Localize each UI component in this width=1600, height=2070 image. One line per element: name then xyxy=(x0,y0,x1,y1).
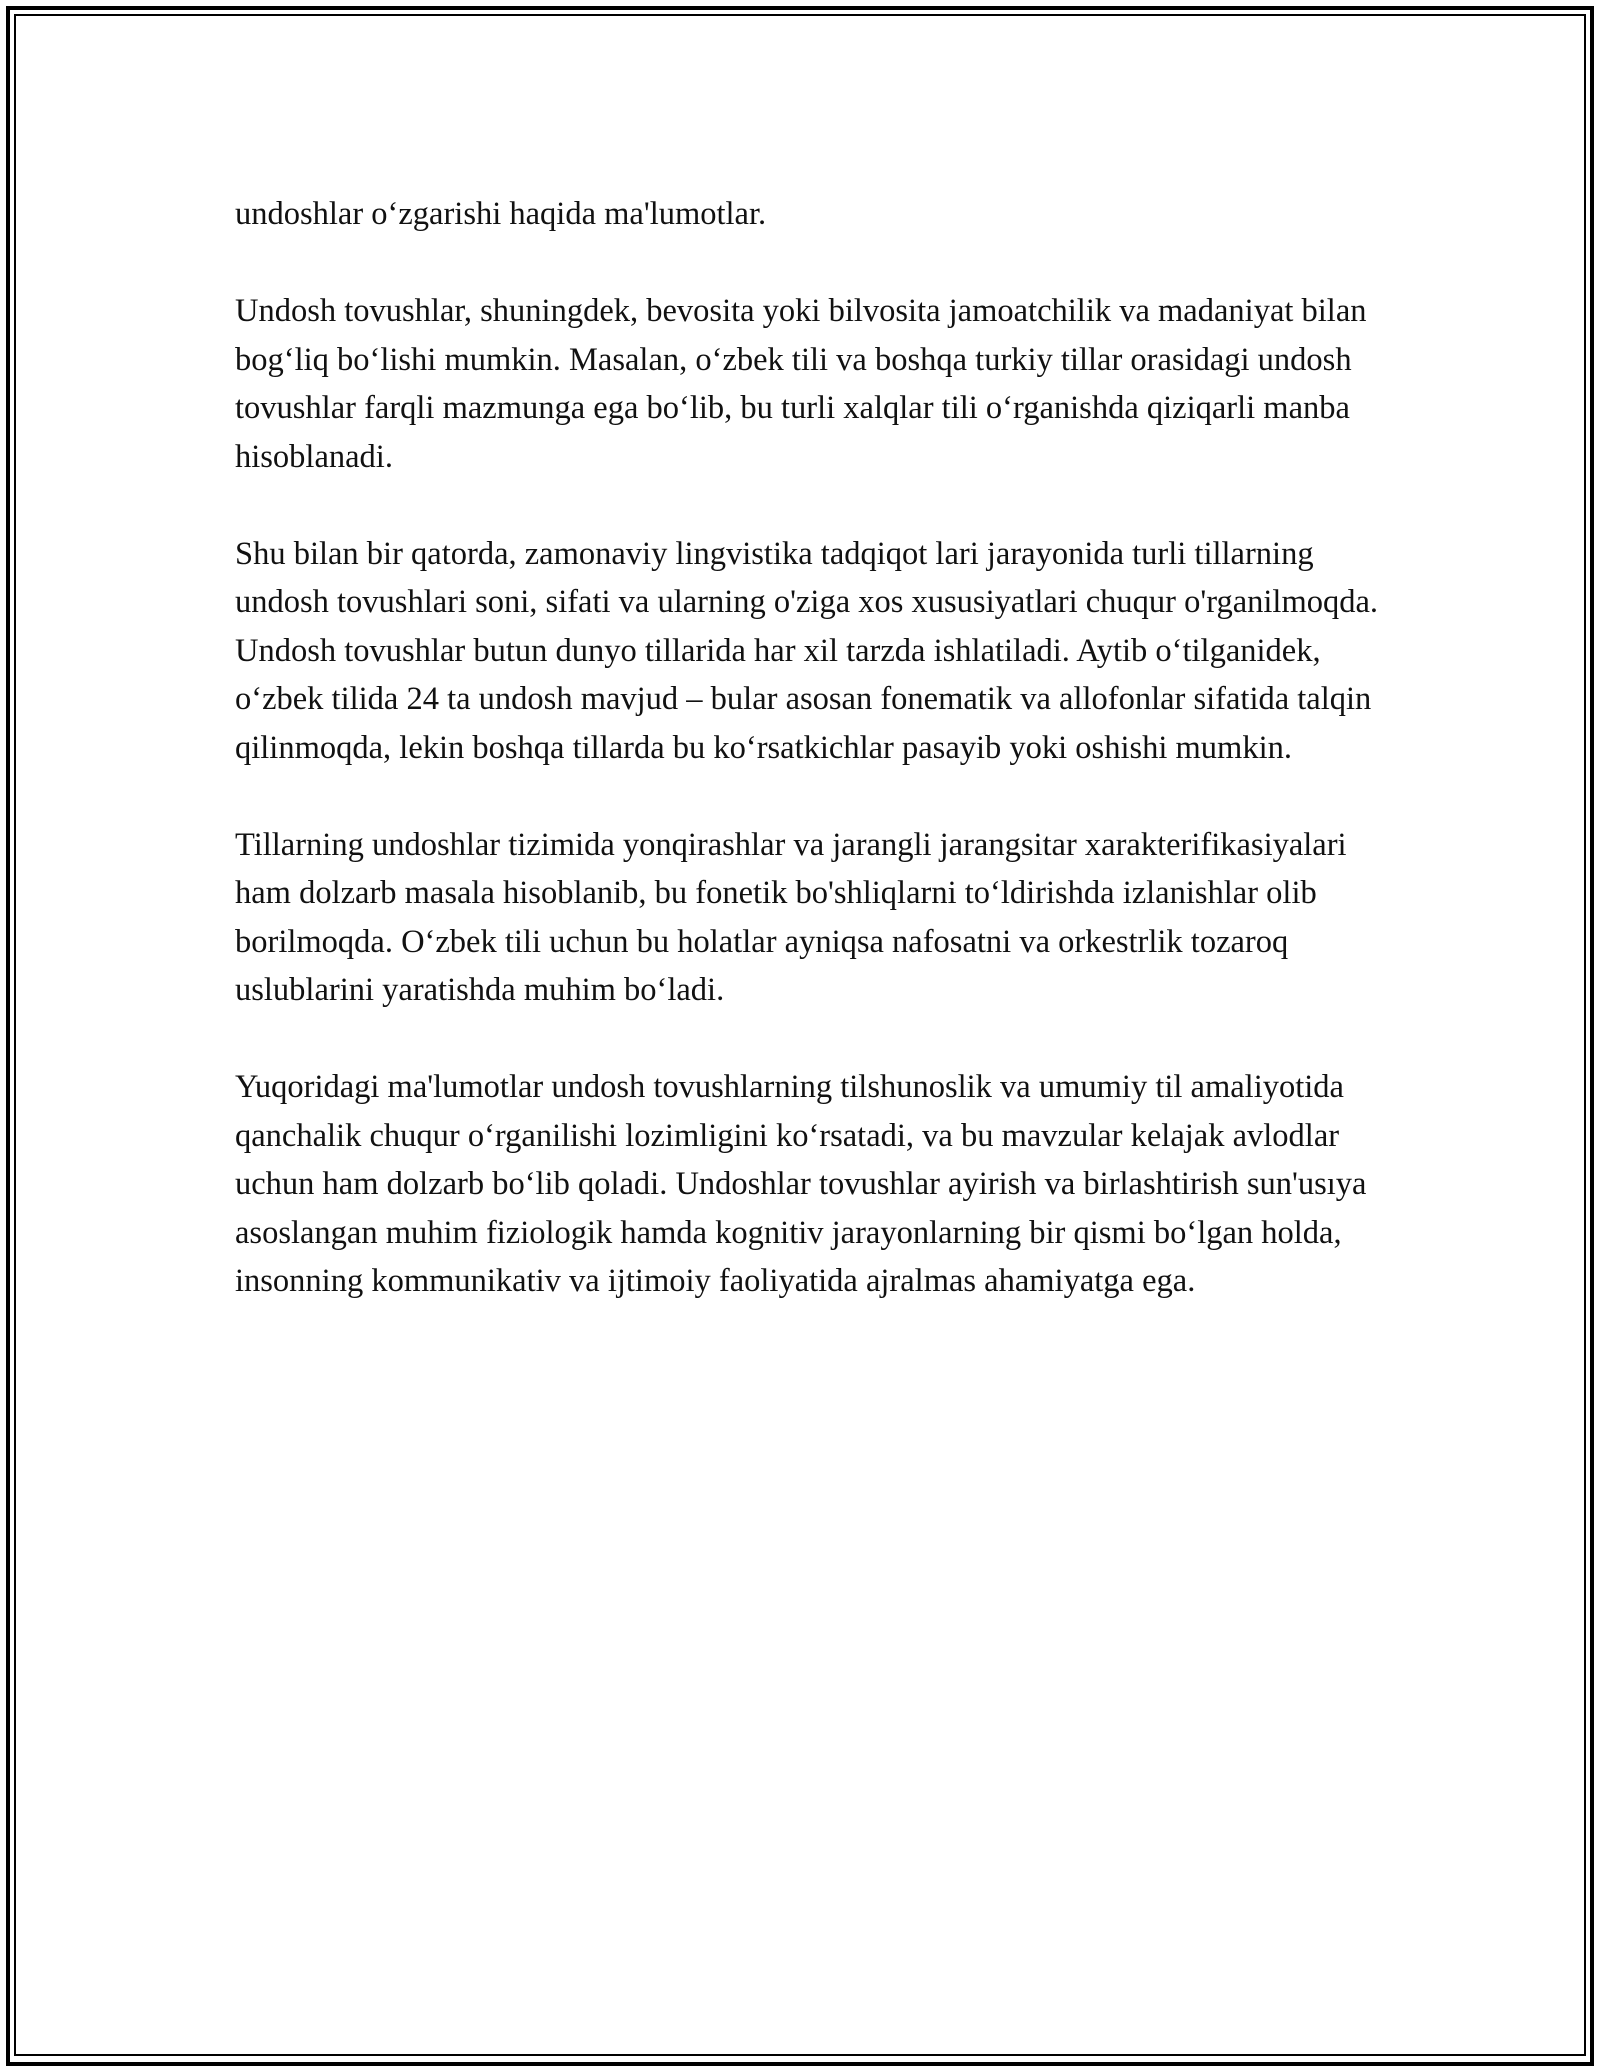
paragraph-4: Tillarning undoshlar tizimida yonqirashlar va jarangli jarangsitar xarakterifikasiyalari ham dolzarb masala hisoblanib, bu fonetik bo'shliqlarni to‘ldirishda izlanishlar olib borilmoqda. O‘zbek tili uchun bu holatlar ayniqsa nafosatni va orkestrlik tozaroq uslublarini yaratishda muhim bo‘ladi. xyxy=(235,826,1347,1008)
paragraph-5: Yuqoridagi ma'lumotlar undosh tovushlarning tilshunoslik va umumiy til amaliyotida qanchalik chuqur o‘rganilishi lozimligini ko‘rsatadi, va bu mavzular kelajak avlodlar uchun ham dolzarb bo‘lib qoladi. Undoshlar tovushlar ayirish va birlashtirish sun'usıya asoslangan muhim fiziologik hamda kognitiv jarayonlarning bir qismi bo‘lgan holda, insonning kommunikativ va ijtimoiy faoliyatida ajralmas ahamiyatga ega. xyxy=(235,1069,1367,1299)
paragraph-3: Shu bilan bir qatorda, zamonaviy lingvistika tadqiqot lari jarayonida turli tillarning undosh tovushlari soni, sifati va ularning o'ziga xos xususiyatlari chuqur o'rganilmoqda. Undosh tovushlar butun dunyo tillarida har xil tarzda ishlatiladi. Aytib o‘tilganidek, o‘zbek tilida 24 ta undosh mavjud – bular asosan fonematik va allofonlar sifatida talqin qilinmoqda, lekin boshqa tillarda bu ko‘rsatkichlar pasayib yoki oshishi mumkin. xyxy=(235,535,1379,766)
document-body xyxy=(235,190,1385,1306)
paragraph-2: Undosh tovushlar, shuningdek, bevosita yoki bilvosita jamoatchilik va madaniyat bilan bog‘liq bo‘lishi mumkin. Masalan, o‘zbek tili va boshqa turkiy tillar orasidagi undosh tovushlar farqli mazmunga ega bo‘lib, bu turli xalqlar tili o‘rganishda qiziqarli manba hisoblanadi. xyxy=(235,293,1367,475)
paragraph-1: undoshlar o‘zgarishi haqida ma'lumotlar. xyxy=(235,196,767,232)
